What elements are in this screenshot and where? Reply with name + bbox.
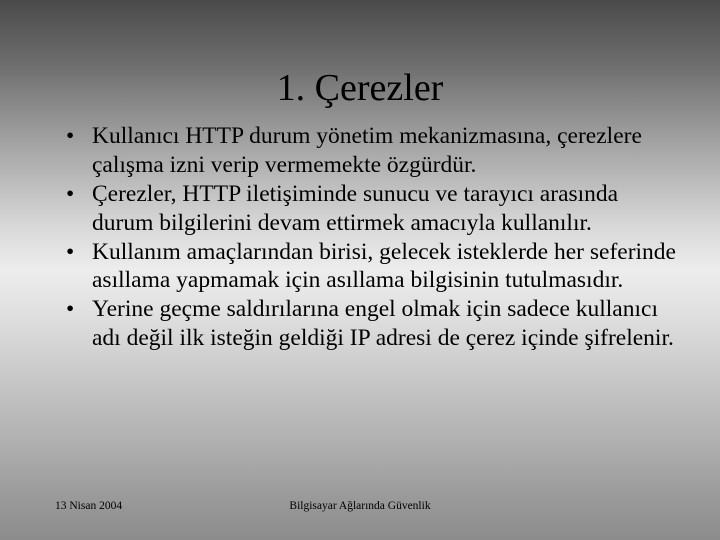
list-item <box>48 238 680 296</box>
footer-date: 13 Nisan 2004 <box>55 500 123 512</box>
bullet-icon: • <box>66 296 75 323</box>
list-item-text: Çerezler, HTTP iletişiminde sunucu ve tarayıcı arasında durum bilgilerini devam ettirmek amacıyla kullanılır. <box>92 180 619 236</box>
list-item <box>48 122 680 180</box>
list-item <box>48 180 680 238</box>
bullet-icon: • <box>66 238 75 265</box>
list-item <box>48 295 680 353</box>
slide-footer <box>0 500 720 518</box>
footer-title: Bilgisayar Ağlarında Güvenlik <box>289 500 431 512</box>
list-item-text: Yerine geçme saldırılarına engel olmak için sadece kullanıcı adı değil ilk isteğin geldiği IP adresi de çerez içinde şifrelenir. <box>92 296 674 352</box>
list-item-text: Kullanım amaçlarından birisi, gelecek isteklerde her seferinde asıllama yapmamak için asıllama bilgisinin tutulmasıdır. <box>92 238 676 294</box>
list-item-text: Kullanıcı HTTP durum yönetim mekanizmasına, çerezlere çalışma izni verip vermemekte özgürdür. <box>92 123 642 178</box>
bullet-icon: • <box>66 180 75 207</box>
bullet-icon: • <box>66 123 75 149</box>
bullet-list <box>48 122 680 353</box>
page-title: 1. Çerezler <box>276 67 444 109</box>
